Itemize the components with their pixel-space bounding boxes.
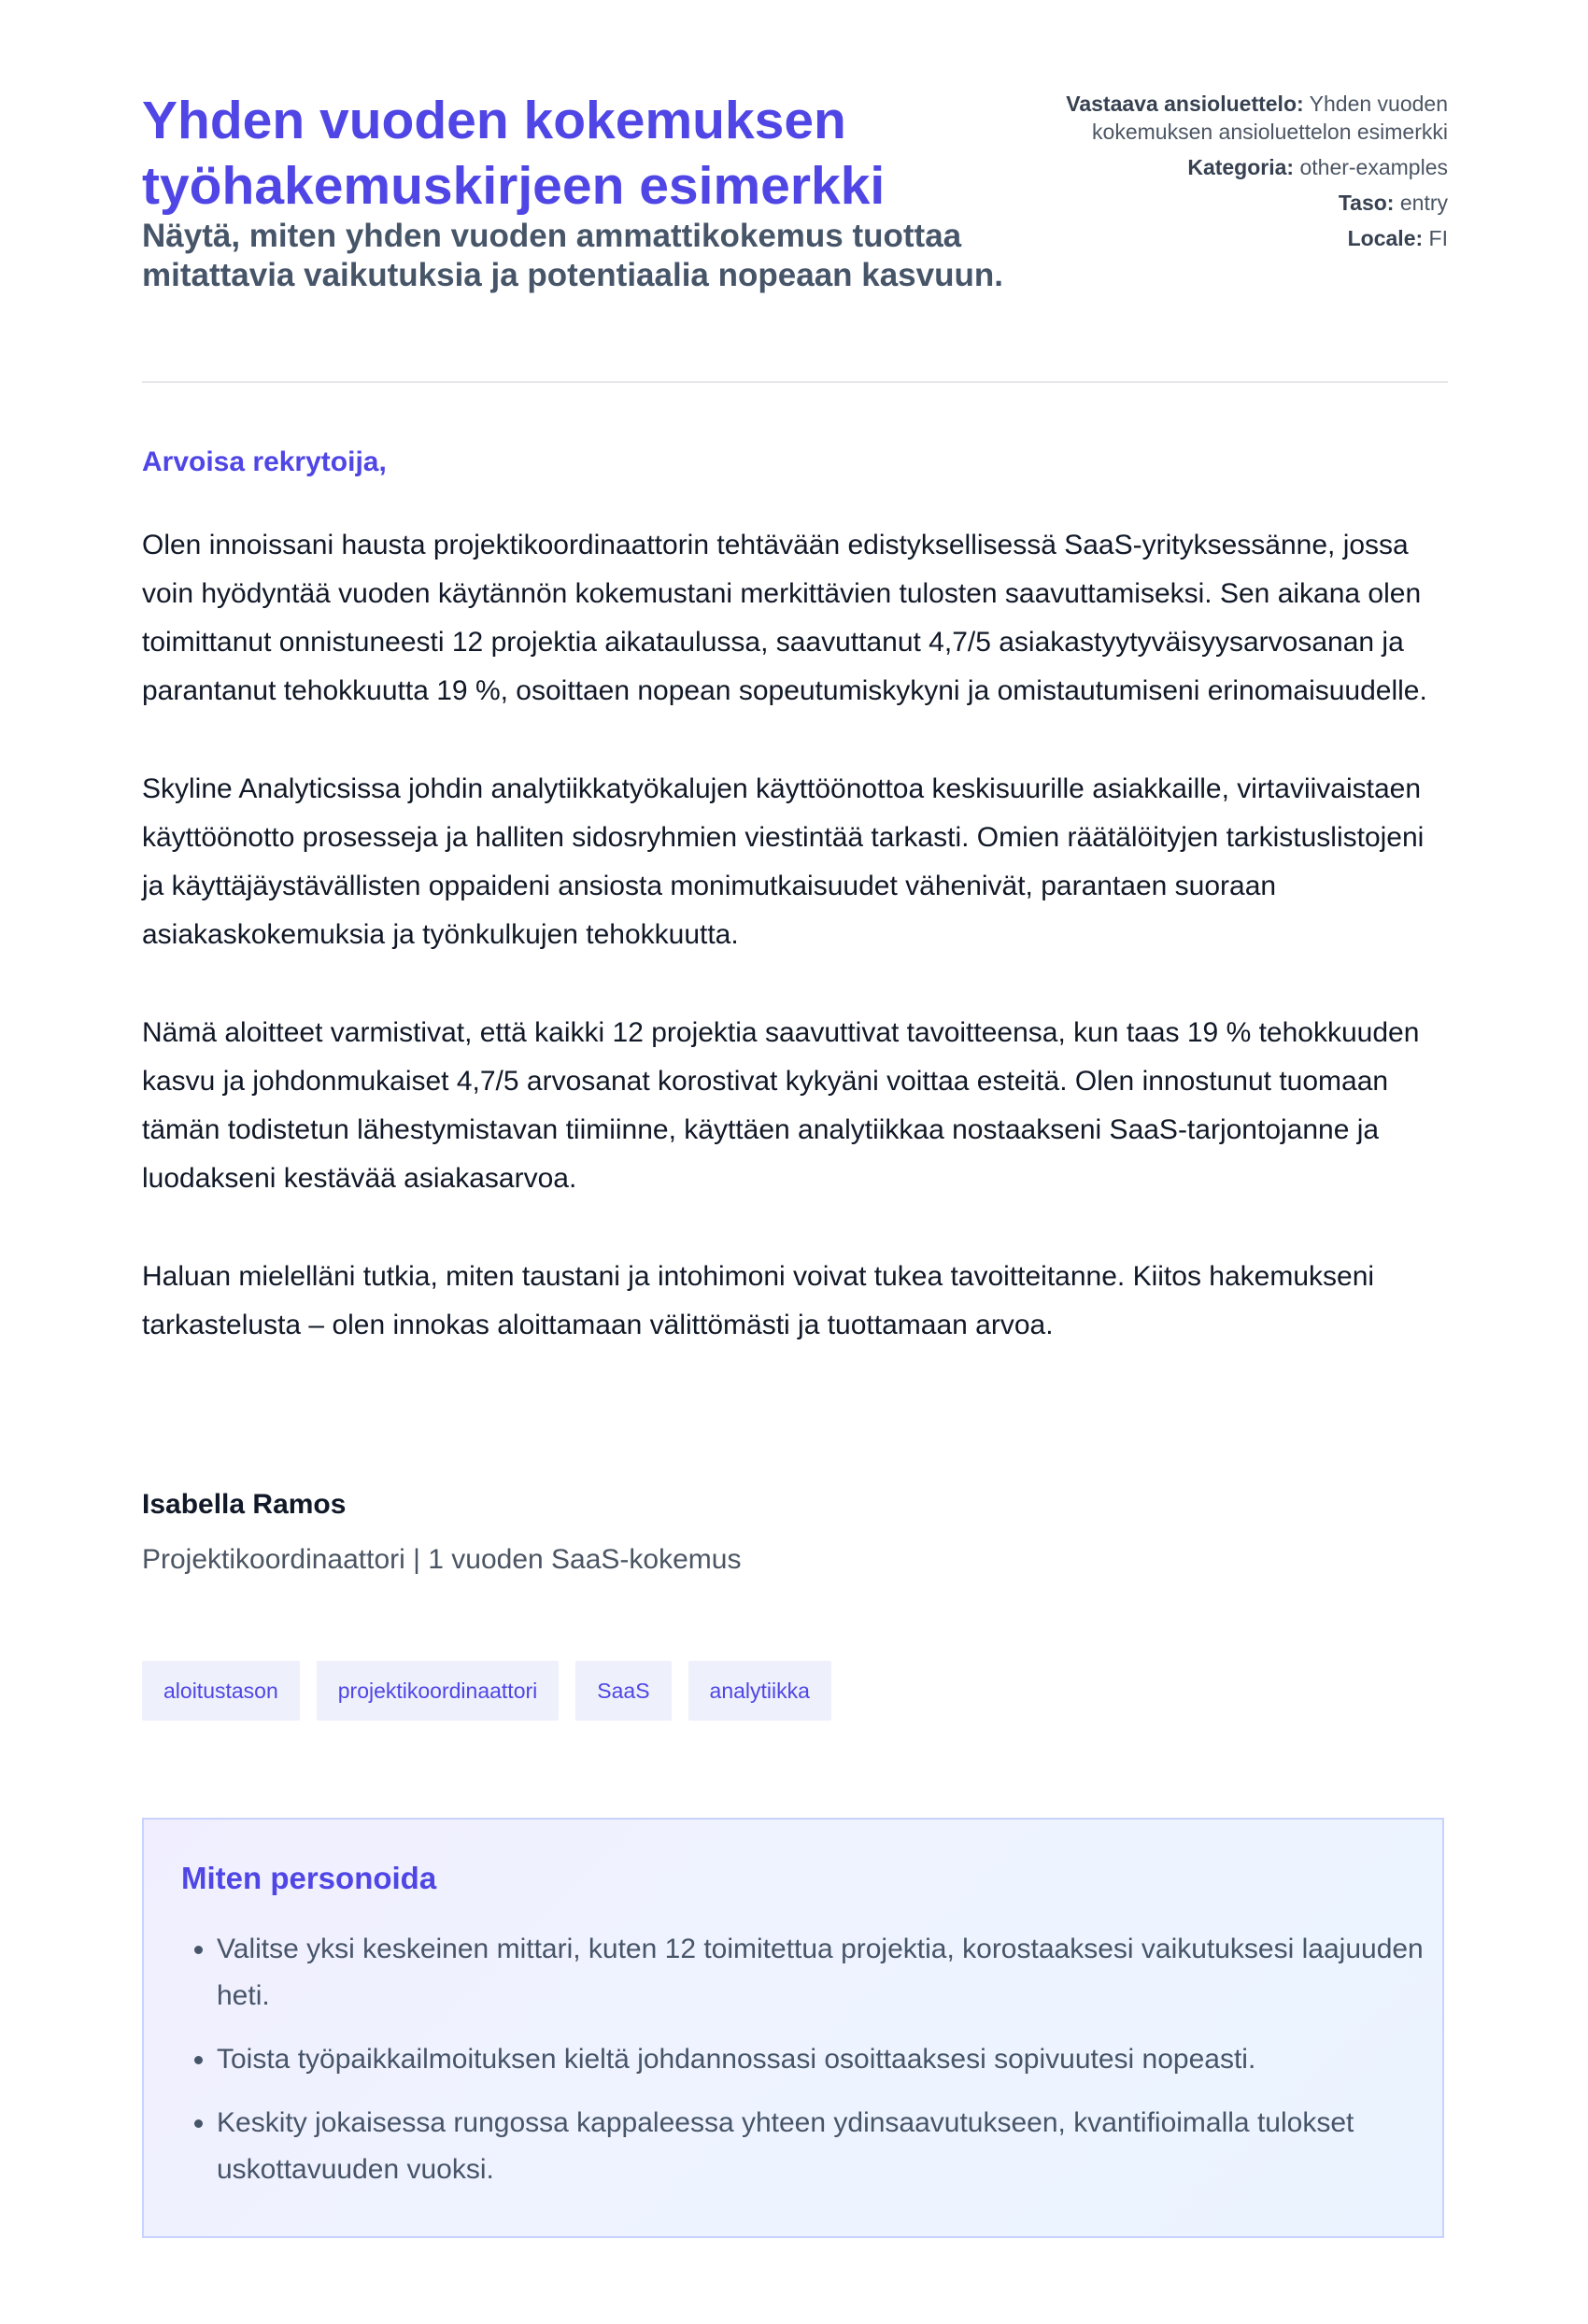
meta-locale-label: Locale: [1347,226,1424,250]
tag-chip[interactable]: analytiikka [688,1661,831,1721]
personalization-tips-box [142,1818,1444,2238]
page-header [142,0,1448,383]
tips-title: Miten personoida [181,1861,437,1895]
letter-paragraph: Olen innoissani hausta projektikoordinaattorin tehtävään edistyksellisessä SaaS-yrityksessänne, jossa voin hyödyntää vuoden käytännön kokemustani merkittävien tulosten saavuttamiseksi. Sen aikana olen toimittanut onnistuneesti 12 projektia aikataulussa, saavuttanut 4,7/5 asiakastyytyväisyysarvosanan ja parantanut tehokkuutta 19 %, osoittaen nopean sopeutumiskykyni ja omistautumiseni erinomaisuudelle. [142,530,1427,706]
meta-level [1056,189,1448,217]
letter-paragraph: Skyline Analyticsissa johdin analytiikkatyökalujen käyttöönottoa keskisuurille asiakkaille, virtaviivaistaen käyttöönotto prosesseja ja halliten sidosryhmien viestintää tarkasti. Omien räätälöityjen tarkistuslistojeni ja käyttäjäystävällisten oppaideni ansiosta monimutkaisuudet vähenivät, parantaen suoraan asiakaskokemuksia ja työnkulkujen tehokkuutta. [142,773,1425,950]
meta-locale-value: FI [1428,226,1448,250]
tag-chip[interactable]: projektikoordinaattori [317,1661,560,1721]
meta-panel [1056,90,1448,260]
letter-body [142,521,1448,1399]
tag-list [142,1661,831,1721]
meta-resume-value: Yhden vuoden kokemuksen ansioluettelon esimerkki [1092,92,1448,144]
meta-resume [1056,90,1448,146]
page-subtitle: Näytä, miten yhden vuoden ammattikokemus tuottaa mitattavia vaikutuksia ja potentiaalia nopeaan kasvuun. [142,218,1003,293]
cover-letter-page [142,0,1448,2185]
tag-chip[interactable]: aloitustason [142,1661,300,1721]
meta-category-value: other-examples [1299,155,1448,179]
signature-role: Projektikoordinaattori | 1 vuoden SaaS-kokemus [142,1544,742,1575]
tips-item: • Valitse yksi keskeinen mittari, kuten 12 toimitettua projektia, korostaaksesi vaikutuksesi laajuuden heti. [217,1926,1431,2019]
tag-chip[interactable]: SaaS [575,1661,671,1721]
signature-name: Isabella Ramos [142,1489,347,1520]
meta-category-label: Kategoria: [1187,155,1295,179]
meta-category [1056,153,1448,181]
letter-greeting: Arvoisa rekrytoija, [142,446,387,477]
letter-paragraph: Haluan mielelläni tutkia, miten taustani ja intohimoni voivat tukea tavoitteitanne. Kiitos hakemukseni tarkastelusta – olen innokas aloittamaan välittömästi ja tuottamaan arvoa. [142,1261,1375,1340]
tips-item: • Keskity jokaisessa rungossa kappaleessa yhteen ydinsaavutukseen, kvantifioimalla tulokset uskottavuuden vuoksi. [217,2100,1431,2193]
letter-paragraph: Nämä aloitteet varmistivat, että kaikki 12 projektia saavuttivat tavoitteensa, kun taas 19 % tehokkuuden kasvu ja johdonmukaiset 4,7/5 arvosanat korostivat kykyäni voittaa esteitä. Olen innostunut tuomaan tämän todistetun lähestymistavan tiimiinne, käyttäen analytiikkaa nostaakseni SaaS-tarjontojanne ja luodakseni kestävää asiakasarvoa. [142,1017,1420,1194]
meta-resume-label: Vastaava ansioluettelo: [1066,92,1304,116]
meta-level-label: Taso: [1338,191,1395,215]
tips-item: • Toista työpaikkailmoituksen kieltä johdannossasi osoittaaksesi sopivuutesi nopeasti. [217,2036,1431,2083]
meta-locale [1056,224,1448,252]
meta-level-value: entry [1399,191,1448,215]
page-title: Yhden vuoden kokemuksen työhakemuskirjeen esimerkki [142,91,886,216]
tips-list [181,1926,1431,2210]
